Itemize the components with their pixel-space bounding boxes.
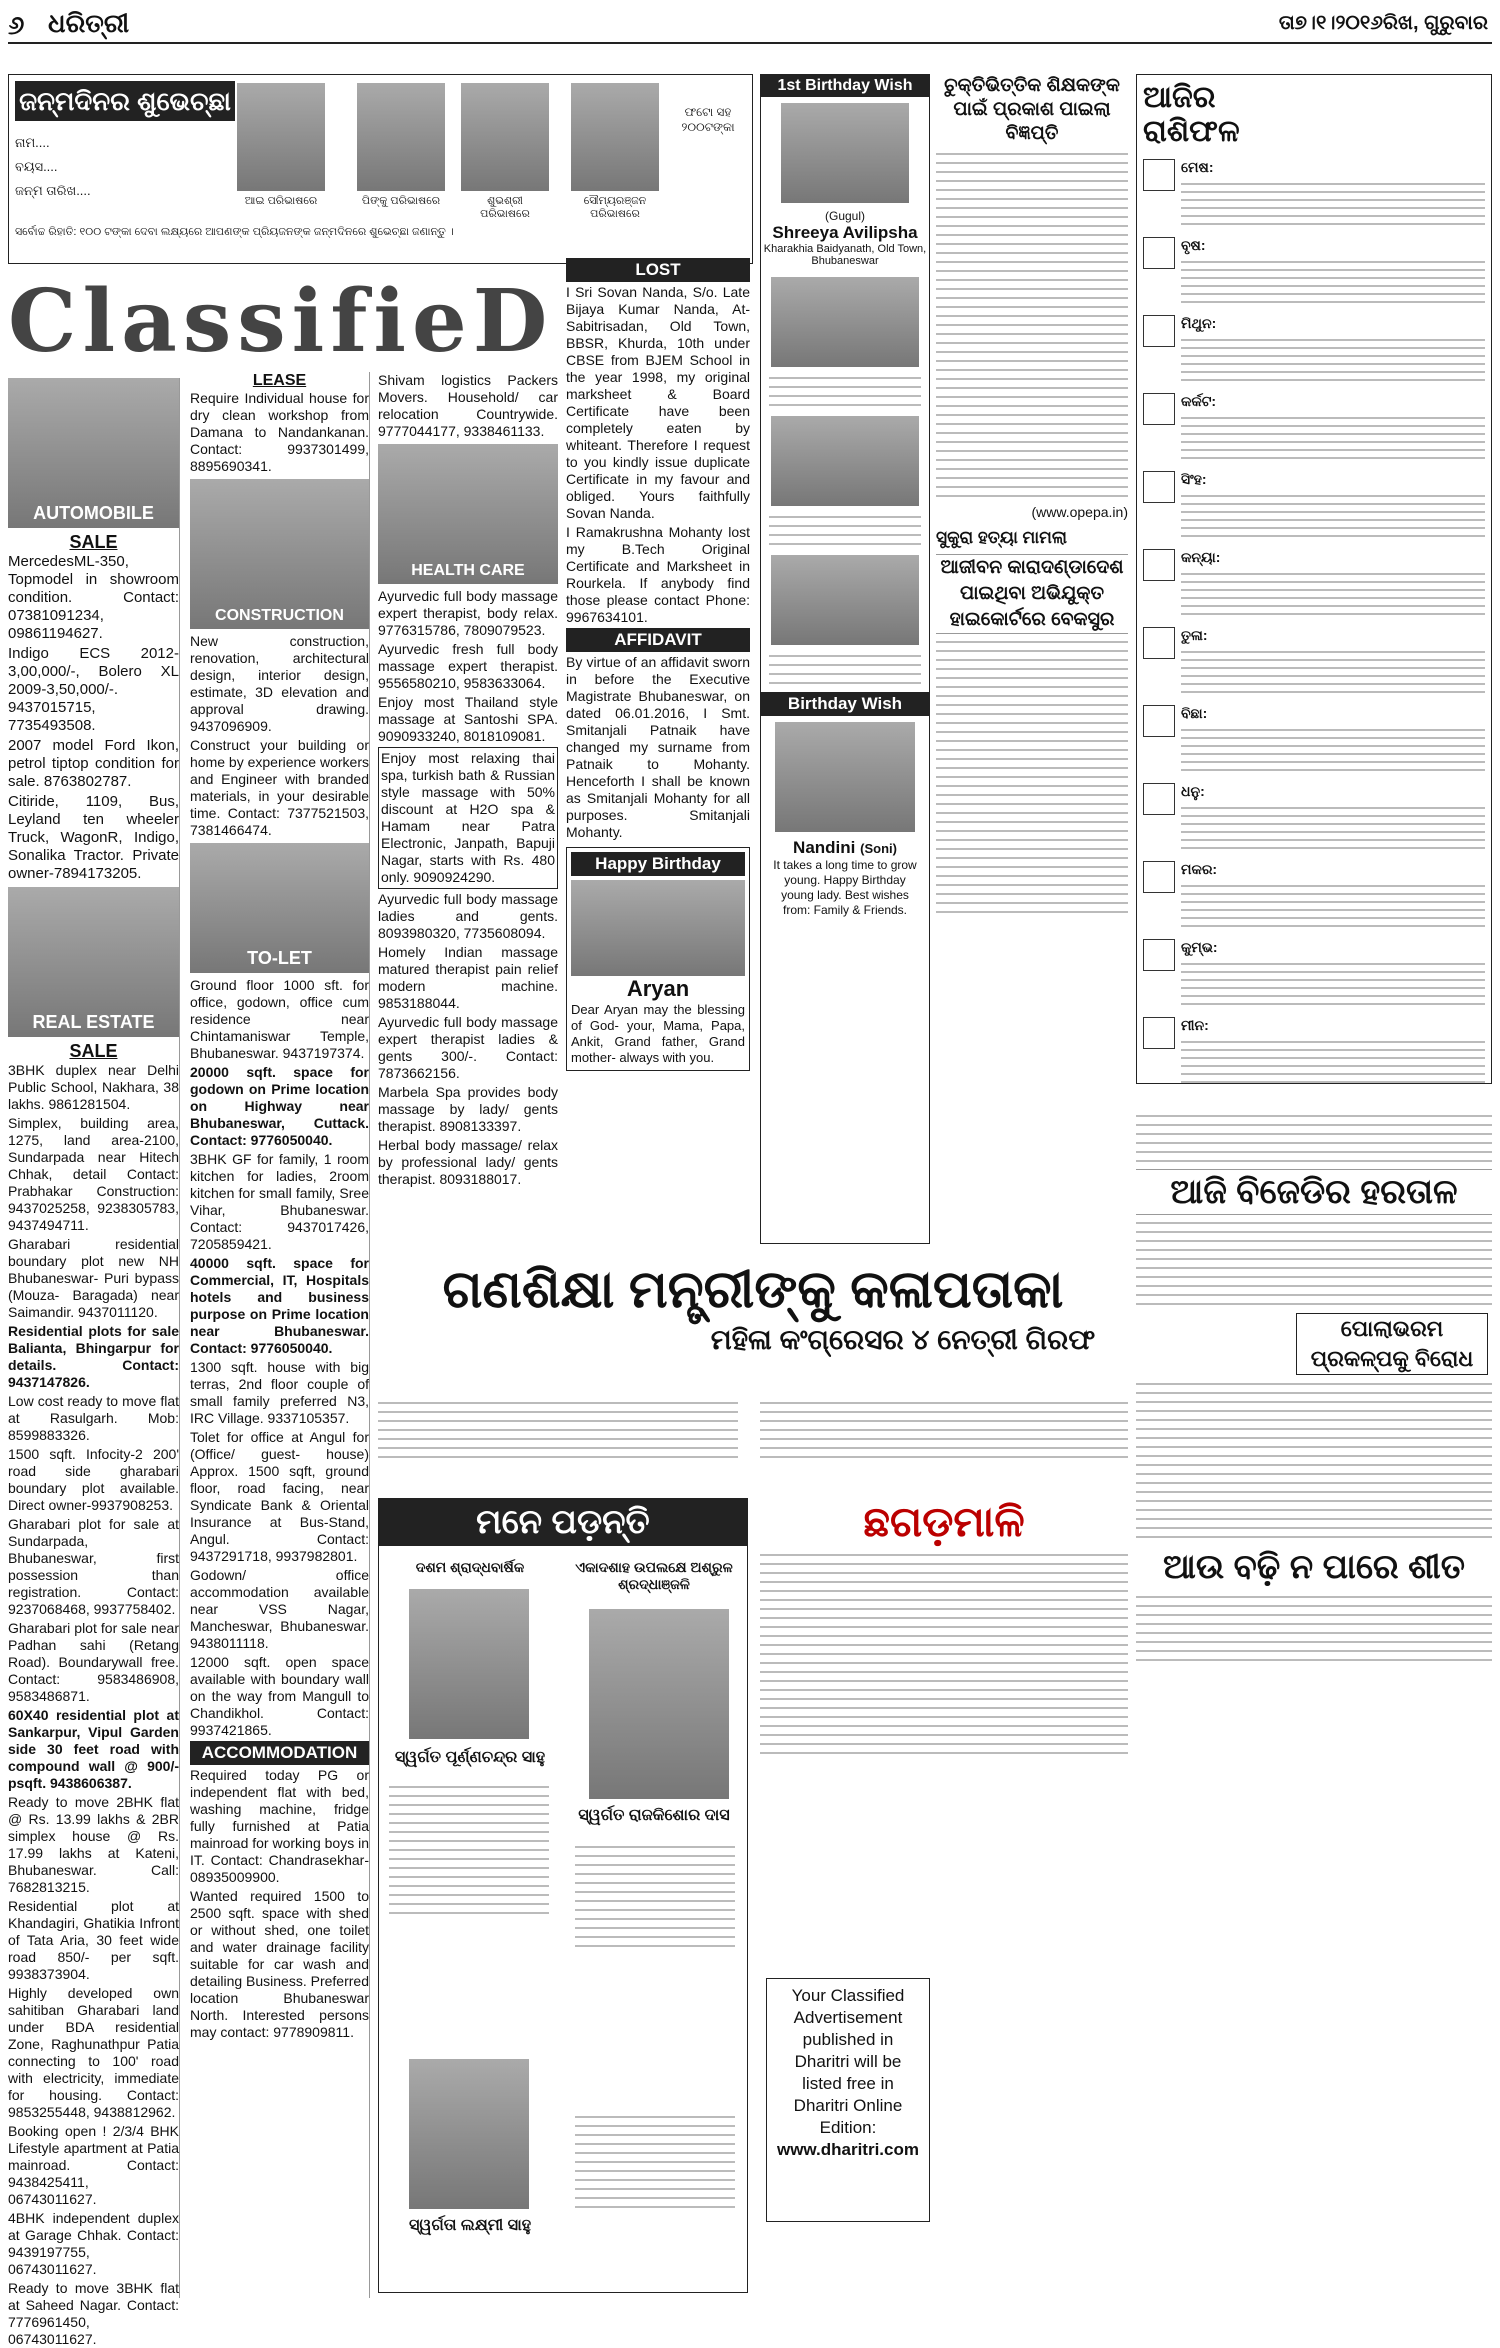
aryan-photo xyxy=(571,880,745,976)
ad-re-4: Residential plots for sale Balianta, Bhingarpur for details. Contact: 9437147826. xyxy=(8,1323,179,1390)
headline-body-right xyxy=(760,1395,1128,1465)
ad-health-9: Herbal body massage/ relax by professional lady/ gents therapist. 8093188017. xyxy=(378,1137,558,1187)
ad-re-9: 60X40 residential plot at Sankarpur, Vipul Garden side 30 feet road with compound wall @ 900/-psqft. 9438606387. xyxy=(8,1707,179,1791)
ad-re-7: Gharabari plot for sale at Sundarpada, Bhubaneswar, first possession than registration. Contact: 9237068468, 9937758402. xyxy=(8,1516,179,1617)
chhagadmali-section xyxy=(760,1498,1128,2293)
ad-re-6: 1500 sqft. Infocity-2 200' road side gharabari boundary plot available. Direct owner-9937908253. xyxy=(8,1446,179,1513)
ad-health-5: Ayurvedic full body massage ladies and gents. 8093980320, 7735608094. xyxy=(378,891,558,941)
ad-re-11: Residential plot at Khandagiri, Ghatikia Infront of Tata Aria, 30 feet wide road 850/- per sqft. 9938373904. xyxy=(8,1898,179,1982)
online-edition-promo xyxy=(766,1978,930,2222)
ad-construction-2: Construct your building or home by experience workers and Engineer with branded materials, in your desirable time. Contact: 7377521503, 7381466474. xyxy=(190,737,369,838)
ad-auto-3: 2007 model Ford Ikon, petrol tiptop condition for sale. 8763802787. xyxy=(8,737,179,790)
rashi-sign-row xyxy=(1143,783,1485,855)
nandini-nick: (Soni) xyxy=(860,841,897,856)
health-image xyxy=(378,444,558,584)
zodiac-icon xyxy=(1143,549,1175,581)
kid-photo-4 xyxy=(571,83,659,191)
form-age: ବୟସ.... xyxy=(15,159,58,174)
rashifal-list xyxy=(1137,155,1491,1099)
lost-heading: LOST xyxy=(566,258,750,282)
ad-affidavit: By virtue of an affidavit sworn in before the Executive Magistrate Bhubaneswar, on dated 06.01.2016, I Smt. Smitanjali Patnaik have changed my surname from Patnaik to Mohanty. Henceforth I shall be known as Smitanjali Mohanty for all purposes. Smitanjali Mohanty. xyxy=(566,654,750,840)
column-health xyxy=(378,372,558,1252)
cold-headline: ଆଉ ବଢ଼ି ନ ପାରେ ଶୀତ xyxy=(1162,1548,1466,1586)
obituary-photo-1 xyxy=(409,1589,529,1739)
rashi-sign-row xyxy=(1143,627,1485,699)
wish-photo-4 xyxy=(771,555,919,645)
rashifal-box xyxy=(1136,74,1492,1084)
promo-url[interactable]: www.dharitri.com xyxy=(776,2140,919,2159)
promo-text: Your Classified Advertisement published in Dharitri will be listed free in Dharitri Online Edition: xyxy=(791,1986,905,2137)
news-contract-teachers xyxy=(936,74,1128,1244)
ad-health-7: Ayurvedic full body massage expert therapist ladies & gents 300/-. Contact: 7873662156. xyxy=(378,1014,558,1081)
opepa-website: (www.opepa.in) xyxy=(1031,504,1128,520)
birthday-form xyxy=(15,131,225,203)
hartal-news xyxy=(1136,1108,1492,2298)
ad-health-4: Enjoy most relaxing thai spa, turkish bath & Russian style massage with 50% discount at H2O spa & Hamam near Patra Electronic, Janpath, Bapuji Nagar, starts with Rs. 480 only. 9090924290. xyxy=(378,747,558,889)
kid-photo-2 xyxy=(357,83,445,191)
hartal-headline: ଆଜି ବିଜେଡିର ହରତାଳ xyxy=(1136,1169,1492,1215)
main-headline: ଗଣଶିକ୍ଷା ମନ୍ତ୍ରୀଙ୍କୁ କଳାପତାକା xyxy=(442,1261,1064,1319)
health-label: HEALTH CARE xyxy=(411,562,525,579)
ad-re-5: Low cost ready to move flat at Rasulgarh. Mob: 8599883326. xyxy=(8,1393,179,1443)
first-birthday-title: 1st Birthday Wish xyxy=(761,75,929,97)
shreeya-nick: (Gugul) xyxy=(824,209,865,223)
construction-label: CONSTRUCTION xyxy=(215,607,344,624)
rashi-sign-row xyxy=(1143,705,1485,777)
zodiac-icon xyxy=(1143,471,1175,503)
happy-birthday-title: Happy Birthday xyxy=(571,852,745,876)
shreeya-photo xyxy=(781,103,909,203)
rashi-sign-label: କନ୍ୟା: xyxy=(1181,549,1221,565)
ad-re-2: Simplex, building area, 1275, land area-2100, Sundarpada near Hitech Chhak, detail Contact: Prabhakar Construction: 9437025258, 9238305783, 9437494711. xyxy=(8,1115,179,1233)
kid-photo-1 xyxy=(237,83,325,191)
ad-tolet-7: Godown/ office accommodation available near VSS Nagar, Mancheswar, Bhubaneswar. 9438011118. xyxy=(190,1567,369,1651)
automobile-image xyxy=(8,378,179,528)
sale-heading-realestate: SALE xyxy=(69,1041,118,1061)
obituary-name-2: ସ୍ୱର୍ଗତ ରାଜକିଶୋର ଦାସ xyxy=(578,1807,730,1824)
obituary-box xyxy=(378,1498,748,2293)
construction-image xyxy=(190,479,369,629)
aryan-name: Aryan xyxy=(626,976,690,1001)
ad-re-10: Ready to move 2BHK flat @ Rs. 13.99 lakhs & 2BR simplex house @ Rs. 17.99 lakhs at Kateni, Bhubaneswar. Call: 7682813215. xyxy=(8,1794,179,1895)
obituary-name-1: ସ୍ୱର୍ଗତ ପୂର୍ଣ୍ଣଚନ୍ଦ୍ର ସାହୁ xyxy=(394,1749,546,1766)
nandini-photo xyxy=(775,722,915,832)
tolet-image xyxy=(190,843,369,973)
ad-re-8: Gharabari plot for sale near Padhan sahi (Retang Road). Boundarywall free. Contact: 9583486908, 9583486871. xyxy=(8,1620,179,1704)
wish-photo-2 xyxy=(771,277,919,367)
news-sukura-headline: ଆଜୀବନ କାରାଦଣ୍ଡାଦେଶ ପାଇଥିବା ଅଭିଯୁକ୍ତ ହାଇକୋର୍ଟରେ ବେକସୁର xyxy=(936,554,1128,634)
ad-health-6: Homely Indian massage matured therapist pain relief modern machine. 9853188044. xyxy=(378,944,558,1011)
zodiac-icon xyxy=(1143,159,1175,191)
nandini-message: It takes a long time to grow young. Happy Birthday young lady. Best wishes from: Family & Friends. xyxy=(773,858,917,917)
real-estate-label: REAL ESTATE xyxy=(32,1012,155,1032)
sale-heading-auto: SALE xyxy=(69,532,118,552)
tolet-label: TO-LET xyxy=(247,948,312,968)
form-name: ନାମ.... xyxy=(15,135,50,150)
rashi-sign-label: ଧନୁ: xyxy=(1181,783,1205,799)
rashifal-title: ଆଜିର ରାଶିଫଳ xyxy=(1143,81,1240,148)
shreeya-name: Shreeya Avilipsha xyxy=(772,223,918,242)
ad-tolet-6: Tolet for office at Angul for (Office/ guest- house) Approx. 1500 sqft, ground floor, road facing, near Syndicate Bank & Oriental Insurance at Bus-Stand, Angul. Contact: 9437291718, 9937982801. xyxy=(190,1429,369,1564)
shreeya-address: Kharakhia Baidyanath, Old Town, Bhubaneswar xyxy=(763,243,927,267)
rashi-sign-label: କର୍କଟ: xyxy=(1181,393,1217,409)
happy-birthday-aryan-box xyxy=(566,847,750,1071)
wish-photo-3 xyxy=(771,416,919,506)
zodiac-icon xyxy=(1143,861,1175,893)
rashi-sign-row xyxy=(1143,393,1485,465)
obituary-photo-2 xyxy=(589,1609,729,1799)
accommodation-heading: ACCOMMODATION xyxy=(190,1741,369,1765)
kid-caption-2: ପିଙ୍କୁ ପରିଭାଷରେ xyxy=(361,195,441,207)
zodiac-icon xyxy=(1143,783,1175,815)
page-number: ୬ xyxy=(8,10,25,40)
lease-heading: LEASE xyxy=(252,372,307,389)
chhagadmali-title: ଛଗଡ଼ମାଳି xyxy=(863,1498,1025,1545)
ad-re-15: Ready to move 3BHK flat at Saheed Nagar. Contact: 7776961450, 06743011627. xyxy=(8,2280,179,2347)
main-subheadline: ମହିଳା କଂଗ୍ରେସର ୪ ନେତ୍ରୀ ଗିରଫ xyxy=(710,1324,1096,1355)
rashi-sign-label: ବିଛା: xyxy=(1181,705,1208,721)
kid-caption-4: ସୌମ୍ୟରଞ୍ଜନ ପରିଭାଷରେ xyxy=(583,195,647,220)
rashi-sign-row xyxy=(1143,1017,1485,1089)
ad-health-8: Marbela Spa provides body massage by lady/ gents therapist. 8908133397. xyxy=(378,1084,558,1134)
rashi-sign-label: ମୀନ: xyxy=(1181,1017,1209,1033)
rashi-sign-row xyxy=(1143,861,1485,933)
classified-title: ClassifieD xyxy=(8,271,554,372)
aryan-message: Dear Aryan may the blessing of God- your, Mama, Papa, Ankit, Grand father, Grand mother- always with you. xyxy=(571,1002,745,1065)
zodiac-icon xyxy=(1143,939,1175,971)
kid-caption-3: ଶୁଭଶ୍ରୀ ପରିଭାଷରେ xyxy=(480,195,530,220)
ad-re-13: Booking open ! 2/3/4 BHK Lifestyle apartment at Patia mainroad. Contact: 9438425411, 06743011627. xyxy=(8,2123,179,2207)
polavaram-headline: ପୋଲାଭରମ ପ୍ରକଳ୍ପକୁ ବିରୋଧ xyxy=(1296,1313,1488,1375)
nandini-name: Nandini xyxy=(793,838,856,857)
issue-date: ତା୭।୧।୨୦୧୬ରିଖ, ଗୁରୁବାର xyxy=(1278,12,1488,34)
birthday-greetings-box xyxy=(8,74,753,264)
column-birthday-wishes xyxy=(760,74,930,1244)
ad-lease: Require Individual house for dry clean workshop from Damana to Nandankanan. Contact: 9937301499, 8895690341. xyxy=(190,390,369,474)
column-lost-affidavit xyxy=(566,258,750,1252)
rashi-sign-label: କୁମ୍ଭ: xyxy=(1181,939,1218,955)
zodiac-icon xyxy=(1143,237,1175,269)
ad-accommodation-2: Wanted required 1500 to 2500 sqft. space with shed or without shed, one toilet and water drainage facility suitable for car wash and detailing Business. Preferred location Bhubaneswar North. Interested persons may contact: 9778909811. xyxy=(190,1888,369,2040)
ad-tolet-3: 3BHK GF for family, 1 room kitchen for ladies, 2room kitchen for small family, Sree Vihar, Bhubaneswar. Contact: 9437017426, 7205859421. xyxy=(190,1151,369,1252)
ad-logistics: Shivam logistics Packers Movers. Household/ car relocation Countrywide. 9777044177, 9338461133. xyxy=(378,372,558,439)
zodiac-icon xyxy=(1143,393,1175,425)
rashi-sign-label: ମିଥୁନ: xyxy=(1181,315,1217,331)
zodiac-icon xyxy=(1143,705,1175,737)
rashi-sign-label: ବୃଷ: xyxy=(1181,237,1206,253)
rashi-sign-label: ସିଂହ: xyxy=(1181,471,1207,487)
ad-auto-2: Indigo ECS 2012-3,00,000/-, Bolero XL 2009-3,50,000/-. 9437015715, 7735493508. xyxy=(8,645,179,734)
ad-auto-4: Citiride, 1109, Bus, Leyland ten wheeler Truck, WagonR, Indigo, Sonalika Tractor. Private owner-7894173205. xyxy=(8,793,179,882)
obituary-photo-3 xyxy=(409,2059,529,2209)
rashi-sign-row xyxy=(1143,471,1485,543)
ad-health-3: Enjoy most Thailand style massage at Santoshi SPA. 9090933240, 8018109081. xyxy=(378,694,558,744)
ad-lost-2: I Ramakrushna Mohanty lost my B.Tech Original Certificate and Marksheet in Rourkela. If anybody find those please contact Phone: 9967634101. xyxy=(566,524,750,625)
ad-accommodation-1: Required today PG or independent flat with bed, washing machine, fridge fully furnished at Patia mainroad for working boys in IT. Contact: Chandrasekhar-08935009900. xyxy=(190,1767,369,1885)
ad-lost-1: I Sri Sovan Nanda, S/o. Late Bijaya Kumar Nanda, At- Sabitrisadan, Old Town, BBSR, Khurda, 10th under CBSE from BJEM School in the year 1998, my original marksheet & Board Certificate have been completely eaten by whiteant. Therefore I request to you kindly issue duplicate Certificate in my favour and obliged. Yours faithfully Sovan Nanda. xyxy=(566,284,750,521)
ad-tolet-1: Ground floor 1000 sft. for office, godown, office cum residence near Chintamaniswar Temple, Bhubaneswar. 9437197374. xyxy=(190,977,369,1061)
news-sukura-heading: ସୁକୁରା ହତ୍ୟା ମାମଲା xyxy=(936,528,1067,547)
rashi-sign-row xyxy=(1143,315,1485,387)
page-header xyxy=(8,6,1492,44)
ad-health-2: Ayurvedic fresh full body massage expert therapist. 9556580210, 9583633064. xyxy=(378,641,558,691)
ad-health-1: Ayurvedic full body massage expert therapist, body relax. 9776315786, 7809079523. xyxy=(378,588,558,638)
ad-re-12: Highly developed own sahitiban Gharabari land under BDA residential Zone, Raghunathpur Patia connecting to 100' road with electricity, immediate for housing. Contact: 9853255448, 9438812962. xyxy=(8,1985,179,2120)
automobile-label: AUTOMOBILE xyxy=(33,503,154,523)
rashi-sign-row xyxy=(1143,237,1485,309)
birthday-note: ସର୍ବୋଚ୍ଚ ରିହାତି: ୧୦୦ ଟଙ୍କା ଦେବା ଲକ୍ଷ୍ୟରେ ଆପଣଙ୍କ ପ୍ରିୟଜନଙ୍କ ଜନ୍ମଦିନରେ ଶୁଭେଚ୍ଛା ଜଣାନ୍ତୁ । xyxy=(15,226,454,238)
real-estate-image xyxy=(8,887,179,1037)
birthday-fee: ଫଟୋ ସହ ୨୦୦ଟଙ୍କା xyxy=(681,105,735,134)
obituary-name-3: ସ୍ୱର୍ଗତା ଲକ୍ଷ୍ମୀ ସାହୁ xyxy=(408,2217,532,2234)
obituary-left-tag: ଦଶମ ଶ୍ରାଦ୍ଧବାର୍ଷିକ xyxy=(415,1559,525,1575)
zodiac-icon xyxy=(1143,315,1175,347)
obituary-right-tag: ଏକାଦଶାହ ଉପଲକ୍ଷେ ଅଶ୍ରୁଳ ଶ୍ରଦ୍ଧାଞ୍ଜଳି xyxy=(575,1559,733,1592)
kid-photo-3 xyxy=(461,83,549,191)
ad-re-14: 4BHK independent duplex at Garage Chhak. Contact: 9439197755, 06743011627. xyxy=(8,2210,179,2277)
ad-tolet-5: 1300 sqft. house with big terras, 2nd floor couple of small family preferred N3, IRC Village. 9337105357. xyxy=(190,1359,369,1426)
rashi-sign-label: ମେଷ: xyxy=(1181,159,1214,175)
birthday-title: ଜନ୍ମଦିନର ଶୁଭେଚ୍ଛା xyxy=(15,81,235,121)
rashi-sign-row xyxy=(1143,549,1485,621)
ad-tolet-8: 12000 sqft. open space available with boundary wall on the way from Mangull to Chandikhol. Contact: 9937421865. xyxy=(190,1654,369,1738)
ad-re-1: 3BHK duplex near Delhi Public School, Nakhara, 38 lakhs. 9861281504. xyxy=(8,1062,179,1112)
rashi-sign-label: ମକର: xyxy=(1181,861,1218,877)
rashi-sign-row xyxy=(1143,159,1485,231)
column-automobile-realestate xyxy=(8,378,180,2347)
form-dob: ଜନ୍ମ ତାରିଖ.... xyxy=(15,183,91,198)
ad-re-3: Gharabari residential boundary plot new NH Bhubaneswar- Puri bypass (Mouza- Baragada) near Saimandir. 9437011120. xyxy=(8,1236,179,1320)
ad-tolet-2: 20000 sqft. space for godown on Prime location on Highway near Bhubaneswar, Cuttack. Contact: 9776050040. xyxy=(190,1064,369,1148)
rashi-sign-label: ତୁଳା: xyxy=(1181,627,1208,643)
ad-construction-1: New construction, renovation, architectural design, interior design, estimate, 3D elevation and approval drawing. 9437096909. xyxy=(190,633,369,734)
rashi-sign-row xyxy=(1143,939,1485,1011)
zodiac-icon xyxy=(1143,1017,1175,1049)
ad-tolet-4: 40000 sqft. space for Commercial, IT, Hospitals hotels and business purpose on Prime location near Bhubaneswar. Contact: 9776050040. xyxy=(190,1255,369,1356)
headline-body-left xyxy=(378,1395,738,1465)
zodiac-icon xyxy=(1143,627,1175,659)
kid-caption-1: ଆଇ ପରିଭାଷରେ xyxy=(244,195,318,207)
affidavit-heading: AFFIDAVIT xyxy=(566,628,750,652)
masthead: ଧରିତ୍ରୀ xyxy=(48,8,130,38)
birthday-wish-title: Birthday Wish xyxy=(761,692,929,716)
obituary-title: ମନେ ପଡ଼ନ୍ତି xyxy=(379,1499,747,1546)
main-headline-block xyxy=(378,1258,1128,1388)
news-headline-teachers: ଚୁକ୍ତିଭିତ୍ତିକ ଶିକ୍ଷକଙ୍କ ପାଇଁ ପ୍ରକାଶ ପାଇଲା ବିଜ୍ଞପ୍ତି xyxy=(944,75,1120,144)
column-lease-tolet xyxy=(190,372,370,2298)
ad-auto-1: MercedesML-350, Topmodel in showroom condition. Contact: 07381091234, 09861194627. xyxy=(8,553,179,642)
